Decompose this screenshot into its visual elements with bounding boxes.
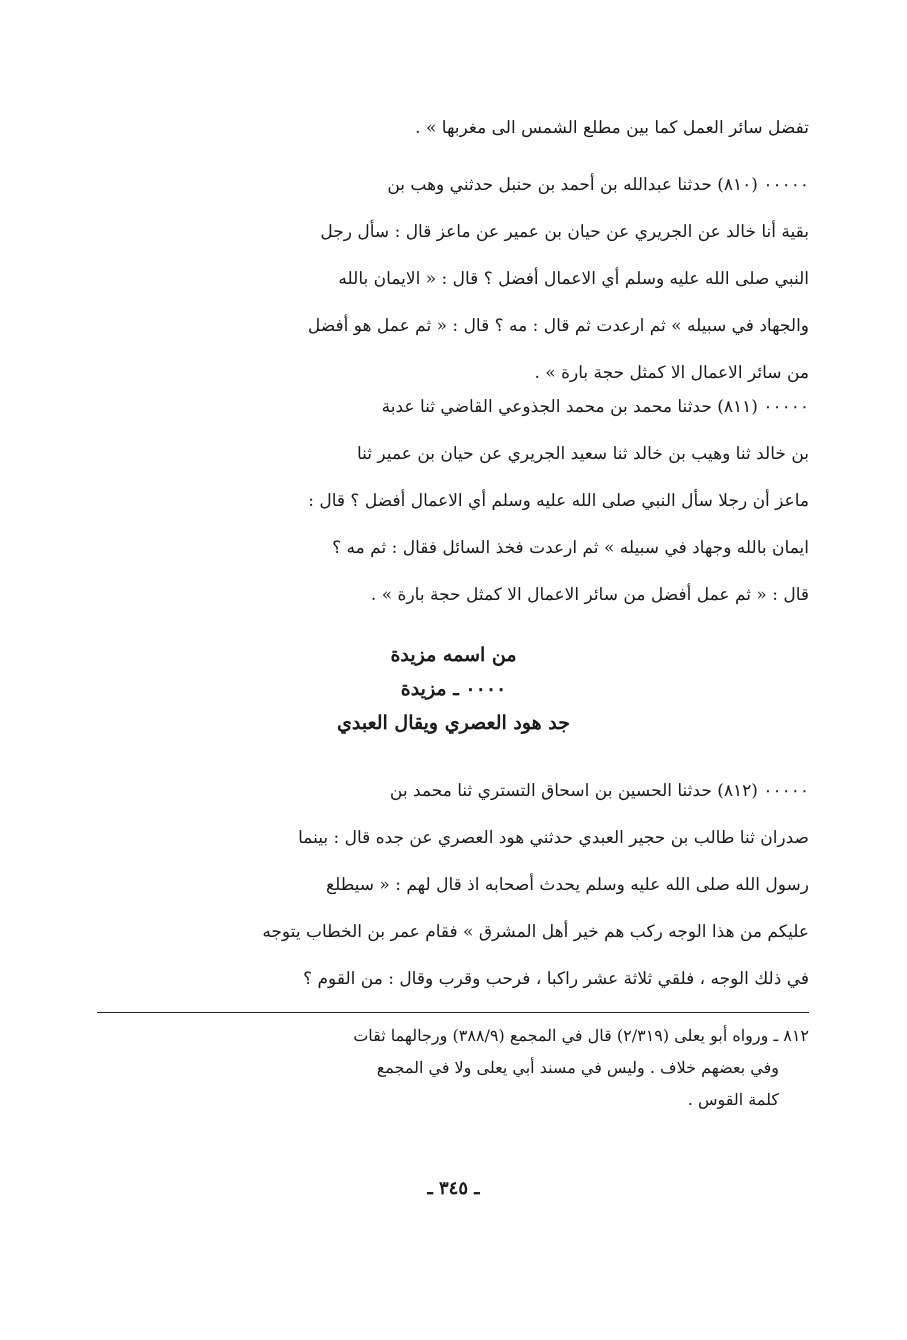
text-line: تفضل سائر العمل كما بين مطلع الشمس الى مغربها » .: [415, 118, 809, 138]
text-line: ٠٠٠٠٠ (٨١٠) حدثنا عبدالله بن أحمد بن حنبل حدثني وهب بن: [387, 175, 809, 195]
hadith-811: [97, 384, 809, 619]
footnote-divider: [97, 1012, 809, 1013]
text-line: عليكم من هذا الوجه ركب هم خير أهل المشرق » فقام عمر بن الخطاب يتوجه: [262, 922, 809, 942]
text-line: قال : « ثم عمل أفضل من سائر الاعمال الا كمثل حجة بارة » .: [370, 585, 809, 605]
footnote-line: ٨١٢ ـ ورواه أبو يعلى (٢/٣١٩) قال في المجمع (٣٨٨/٩) ورجالهما ثقات: [353, 1026, 809, 1045]
heading-line-2: ٠٠٠٠ ـ مزيدة: [400, 678, 507, 700]
section-heading: [0, 638, 907, 740]
text-line: والجهاد في سبيله » ثم ارعدت ثم قال : مه ؟ قال : « ثم عمل هو أفضل: [307, 316, 809, 336]
heading-line-1: من اسمه مزيدة: [390, 644, 517, 666]
text-line: من سائر الاعمال الا كمثل حجة بارة » .: [534, 363, 809, 383]
text-line: بقية أنا خالد عن الجريري عن حيان بن عمير عن ماعز قال : سأل رجل: [320, 222, 809, 242]
footnote-line: وفي بعضهم خلاف . وليس في مسند أبي يعلى ولا في المجمع: [376, 1058, 779, 1077]
text-line: رسول الله صلى الله عليه وسلم يحدث أصحابه اذ قال لهم : « سيطلع: [326, 875, 809, 895]
text-line: ماعز أن رجلا سأل النبي صلى الله عليه وسلم أي الاعمال أفضل ؟ قال :: [308, 491, 809, 511]
text-line: ٠٠٠٠٠ (٨١٢) حدثنا الحسين بن اسحاق التستري ثنا محمد بن: [389, 781, 809, 801]
footnote: [97, 1020, 809, 1116]
text-line: ٠٠٠٠٠ (٨١١) حدثنا محمد بن محمد الجذوعي القاضي ثنا عدبة: [381, 397, 809, 417]
heading-line-3: جد هود العصري ويقال العبدي: [336, 712, 571, 734]
page-number: ـ ٣٤٥ ـ: [427, 1178, 480, 1199]
text-line: ايمان بالله وجهاد في سبيله » ثم ارعدت فخذ السائل فقال : ثم مه ؟: [332, 538, 809, 558]
text-line: النبي صلى الله عليه وسلم أي الاعمال أفضل ؟ قال : « الايمان بالله: [338, 269, 809, 289]
footnote-line: كلمة القوس .: [687, 1090, 779, 1109]
text-line: صدران ثنا طالب بن حجير العبدي حدثني هود العصري عن جده قال : بينما: [298, 828, 809, 848]
hadith-810: [97, 162, 809, 397]
hadith-812: [97, 768, 809, 1003]
paragraph-continuation: [97, 105, 809, 152]
text-line: بن خالد ثنا وهيب بن خالد ثنا سعيد الجريري عن حيان بن عمير ثنا: [356, 444, 809, 464]
text-line: في ذلك الوجه ، فلقي ثلاثة عشر راكبا ، فرحب وقرب وقال : من القوم ؟: [303, 969, 809, 989]
